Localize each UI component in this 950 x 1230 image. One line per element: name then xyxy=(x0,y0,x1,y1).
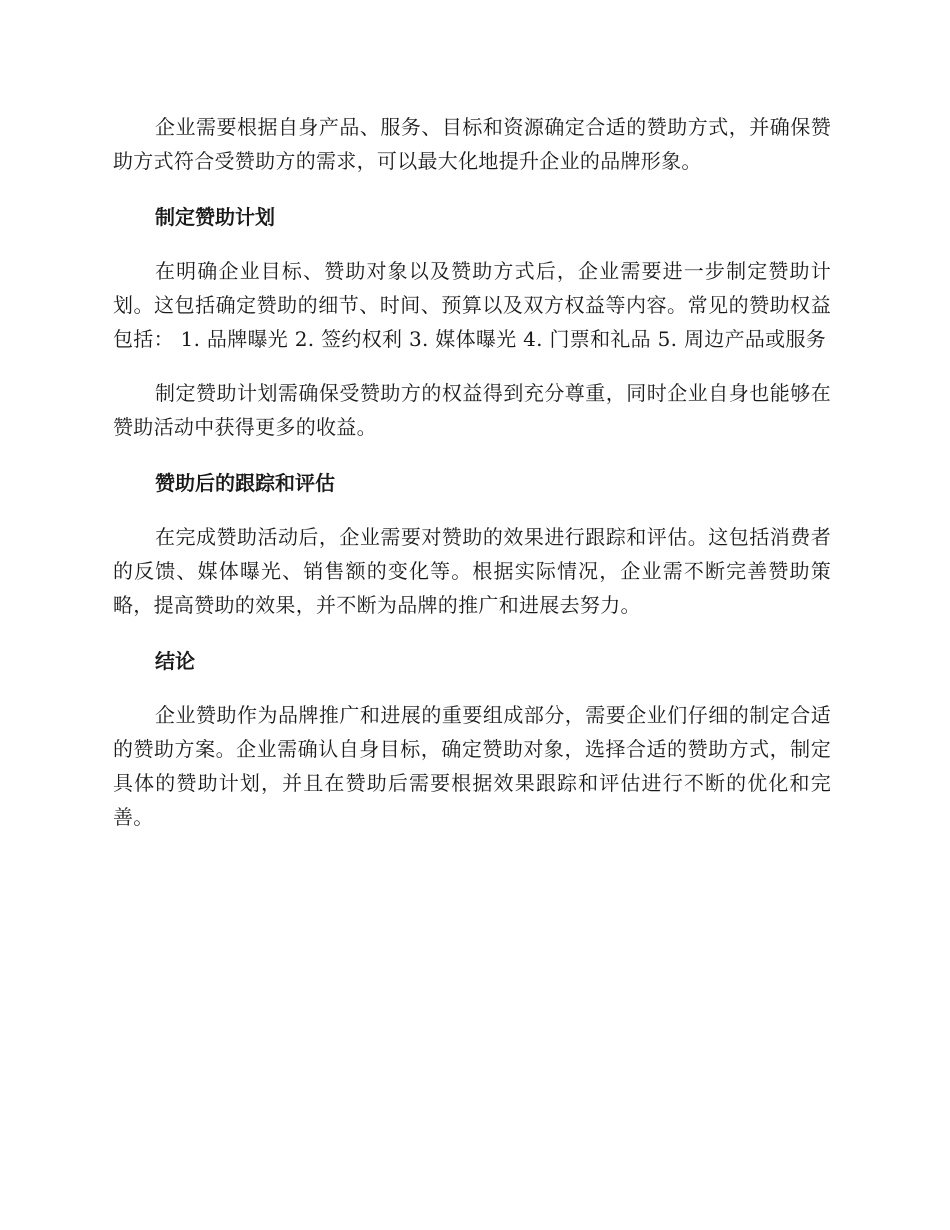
paragraph-plan-details: 在明确企业目标、赞助对象以及赞助方式后，企业需要进一步制定赞助计划。这包括确定赞助的细节、时间、预算以及双方权益等内容。常见的赞助权益包括： 1. 品牌曝光 2. 签约权利 3. 媒体曝光 4. 门票和礼品 5. 周边产品或服务 xyxy=(113,259,831,351)
paragraph-sponsorship-method: 企业需要根据自身产品、服务、目标和资源确定合适的赞助方式，并确保赞助方式符合受赞助方的需求，可以最大化地提升企业的品牌形象。 xyxy=(113,115,831,173)
heading-tracking-evaluation: 赞助后的跟踪和评估 xyxy=(155,471,335,495)
heading-conclusion: 结论 xyxy=(155,649,195,673)
paragraph-plan-rights: 制定赞助计划需确保受赞助方的权益得到充分尊重，同时企业自身也能够在赞助活动中获得更多的收益。 xyxy=(113,381,831,439)
document-page xyxy=(113,110,831,834)
paragraph-conclusion: 企业赞助作为品牌推广和进展的重要组成部分，需要企业们仔细的制定合适的赞助方案。企业需确认自身目标，确定赞助对象，选择合适的赞助方式，制定具体的赞助计划，并且在赞助后需要根据效果跟踪和评估进行不断的优化和完善。 xyxy=(113,703,831,829)
heading-sponsorship-plan: 制定赞助计划 xyxy=(155,205,275,229)
paragraph-tracking-details: 在完成赞助活动后，企业需要对赞助的效果进行跟踪和评估。这包括消费者的反馈、媒体曝光、销售额的变化等。根据实际情况，企业需不断完善赞助策略，提高赞助的效果，并不断为品牌的推广和进展去努力。 xyxy=(113,525,831,617)
